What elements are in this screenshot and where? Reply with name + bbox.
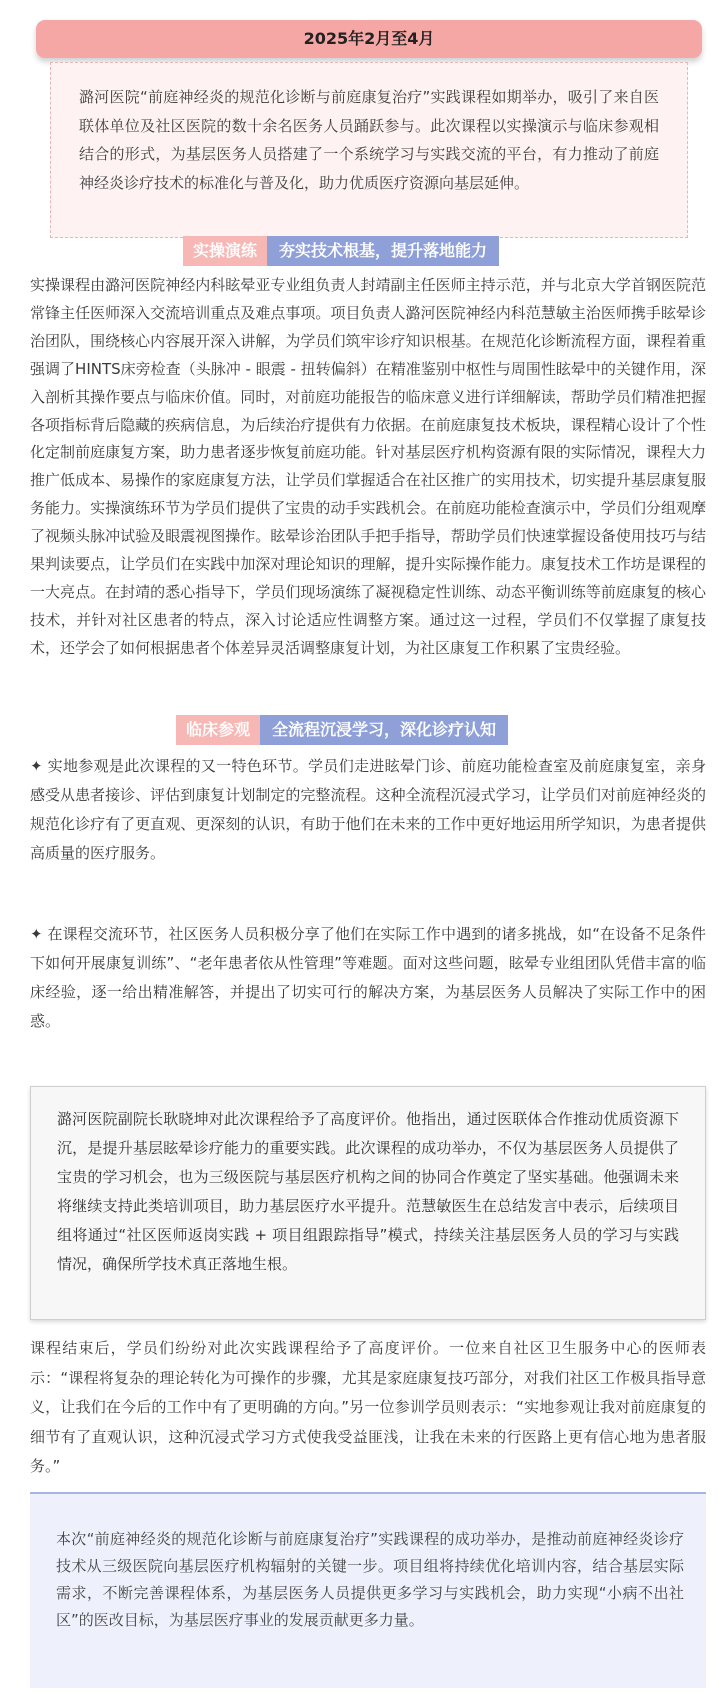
section-header-clinical — [176, 715, 508, 745]
section-tag: 实操演练 — [183, 236, 267, 266]
clinical-bullet-visit: ✦ 实地参观是此次课程的又一特色环节。学员们走进眩晕门诊、前庭功能检查室及前庭康复室，亲身感受从患者接诊、评估到康复计划制定的完整流程。这种全流程沉浸式学习，让学员们对前庭神经炎的规范化诊疗有了更直观、更深刻的认识，有助于他们在未来的工作中更好地运用所学知识，为患者提供高质量的医疗服务。 — [30, 757, 706, 862]
section-tag: 临床参观 — [176, 715, 260, 745]
clinical-bullet-exchange: ✦ 在课程交流环节，社区医务人员积极分享了他们在实际工作中遇到的诸多挑战，如“在设备不足条件下如何开展康复训练”、“老年患者依从性管理”等难题。面对这些问题，眩晕专业组团队凭借丰富的临床经验，逐一给出精准解答，并提出了切实可行的解决方案，为基层医务人员解决了实际工作中的困惑。 — [30, 925, 706, 1030]
section-title: 夯实技术根基，提升落地能力 — [267, 236, 499, 266]
section-header-practice — [183, 236, 499, 266]
practice-body: 实操课程由潞河医院神经内科眩晕亚专业组负责人封靖副主任医师主持示范，并与北京大学首钢医院范常锋主任医师深入交流培训重点及难点事项。项目负责人潞河医院神经内科范慧敏主治医师携手眩晕诊治团队，围绕核心内容展开深入讲解，为学员们筑牢诊疗知识根基。在规范化诊断流程方面，课程着重强调了HINTS床旁检查（头脉冲 - 眼震 - 扭转偏斜）在精准鉴别中枢性与周围性眩晕中的关键作用，深入剖析其操作要点与临床价值。同时，对前庭功能报告的临床意义进行详细解读，帮助学员们精准把握各项指标背后隐藏的疾病信息，为后续治疗提供有力依据。在前庭康复技术板块，课程精心设计了个性化定制前庭康复方案，助力患者逐步恢复前庭功能。针对基层医疗机构资源有限的实际情况，课程大力推广低成本、易操作的家庭康复方法，让学员们掌握适合在社区推广的实用技术，切实提升基层康复服务能力。实操演练环节为学员们提供了宝贵的动手实践机会。在前庭功能检查演示中，学员们分组观摩了视频头脉冲试验及眼震视图操作。眩晕诊治团队手把手指导，帮助学员们快速掌握设备使用技巧与结果判读要点，让学员们在实践中加深对理论知识的理解，提升实际操作能力。康复技术工作坊是课程的一大亮点。在封靖的悉心指导下，学员们现场演练了凝视稳定性训练、动态平衡训练等前庭康复的核心技术，并针对社区患者的特点，深入讨论适应性调整方案。通过这一过程，学员们不仅掌握了康复技术，还学会了如何根据患者个体差异灵活调整康复计划，为社区康复工作积累了宝贵经验。 — [30, 276, 706, 657]
section-title: 全流程沉浸学习，深化诊疗认知 — [260, 715, 508, 745]
date-banner: 2025年2月至4月 — [36, 20, 702, 58]
summary-box: 本次“前庭神经炎的规范化诊断与前庭康复治疗”实践课程的成功举办，是推动前庭神经炎诊疗技术从三级医院向基层医疗机构辐射的关键一步。项目组将持续优化培训内容，结合基层实际需求，不断完善课程体系，为基层医务人员提供更多学习与实践机会，助力实现“小病不出社区”的医改目标，为基层医疗事业的发展贡献更多力量。 — [30, 1492, 706, 1688]
feedback-text: 课程结束后，学员们纷纷对此次实践课程给予了高度评价。一位来自社区卫生服务中心的医师表示：“课程将复杂的理论转化为可操作的步骤，尤其是家庭康复技巧部分，对我们社区工作极具指导意义，让我们在今后的工作中有了更明确的方向。”另一位参训学员则表示：“实地参观让我对前庭康复的细节有了直观认识，这种沉浸式学习方式使我受益匪浅，让我在未来的行医路上更有信心地为患者服务。” — [30, 1339, 706, 1475]
leader-quote-box: 潞河医院副院长耿晓坤对此次课程给予了高度评价。他指出，通过医联体合作推动优质资源下沉，是提升基层眩晕诊疗能力的重要实践。此次课程的成功举办，不仅为基层医务人员提供了宝贵的学习机会，也为三级医院与基层医疗机构之间的协同合作奠定了坚实基础。他强调未来将继续支持此类培训项目，助力基层医疗水平提升。范慧敏医生在总结发言中表示，后续项目组将通过“社区医师返岗实践 + 项目组跟踪指导”模式，持续关注基层医务人员的学习与实践情况，确保所学技术真正落地生根。 — [30, 1086, 706, 1320]
intro-box: 潞河医院“前庭神经炎的规范化诊断与前庭康复治疗”实践课程如期举办，吸引了来自医联体单位及社区医院的数十余名医务人员踊跃参与。此次课程以实操演示与临床参观相结合的形式，为基层医务人员搭建了一个系统学习与实践交流的平台，有力推动了前庭神经炎诊疗技术的标准化与普及化，助力优质医疗资源向基层延伸。 — [50, 62, 688, 238]
